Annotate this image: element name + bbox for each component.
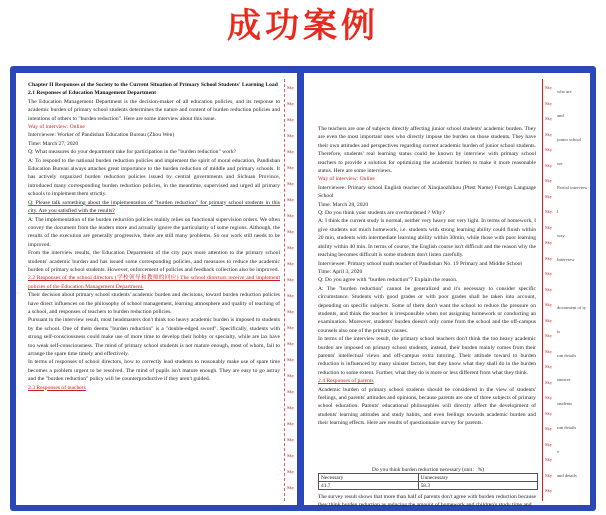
comment-note: e bbox=[557, 449, 560, 454]
paragraph: The Education Management Department is the decision-maker of all education policies, and its response to academic burden of primary school students determines the nature and content of burden reduction policies and intentions of others to "burden reduction". Here are some interview about this issue. bbox=[28, 98, 280, 122]
comment-marker[interactable]: Sky bbox=[287, 277, 295, 282]
paragraph: A: The implementation of the burden reduction policies mainly relies on functional supervision orders. We often convey the document from the leaders more and actually ignore the particularity of some regions. Although, the results of the execution are generally progressive, there are still many problems. So our work still needs to be improved. bbox=[28, 216, 280, 248]
comment-marker[interactable]: Sky bbox=[287, 261, 295, 266]
paragraph: Time: March 27, 2020 bbox=[28, 140, 79, 147]
comment-marker[interactable]: Sky bbox=[287, 373, 295, 378]
comment-marker[interactable]: Sky bbox=[545, 100, 553, 106]
paragraph: Interviewee: Worker of Pandishan Education Bureau (Zhou Wen) bbox=[28, 132, 175, 139]
right-document-page bbox=[304, 73, 590, 509]
paragraph: Way of interview: Online bbox=[28, 124, 85, 131]
comment-marker[interactable]: Sky bbox=[545, 209, 553, 214]
comment-marker[interactable]: Sky bbox=[545, 147, 553, 152]
table-cell: 58.3 bbox=[418, 482, 537, 490]
paragraph: Q: Do you agree with "burden reduction"? Explain the reason. bbox=[318, 277, 458, 284]
paragraph: Q: Do you think your students are overburdened ? Why? bbox=[318, 210, 445, 217]
comment-note: Partial interview bbox=[557, 185, 588, 190]
comment-marker[interactable]: Sky bbox=[545, 488, 553, 493]
comment-note: sinister bbox=[557, 377, 571, 382]
comment-marker[interactable]: Sky bbox=[545, 472, 553, 478]
paragraph: Way of interview: Online bbox=[318, 176, 375, 183]
comment-marker[interactable]: Sky bbox=[287, 341, 295, 346]
paragraph: A: I think the current study is normal, neither very heavy nor very light. In terms of homework, I give students not much homework, i.e. students with strong learning ability could finish within 20 min, students with intermediate learning ability within 30min, while those with poor learning ability within 40 min. In terms of course, the English course isn't difficult and the reason why the teaching becomes difficult is some students don't listen carefully. bbox=[318, 218, 536, 259]
comment-note: students bbox=[557, 401, 573, 406]
table-cell: 41.7 bbox=[319, 482, 419, 490]
comment-note: Interview bbox=[557, 257, 575, 262]
comment-marker[interactable]: Sky bbox=[287, 245, 295, 250]
paragraph: 2.4 Responses of parents bbox=[318, 378, 374, 385]
comment-marker[interactable]: Sky bbox=[545, 410, 553, 416]
comment-marker[interactable]: Sky bbox=[287, 101, 295, 106]
paragraph: Pursuant to the interview result, most headmasters don't think too heavy academic burden is imposed to students by the school. One of them deems "burden reduction" is a "double-edged sword". Specifically, students with strong self-consciousness could make use of more time to develop their hobby or specialty, while are lax have too weak self-consciousness. The mind of primary school students is not mature enough, most of whom, fail to arrange the spare time timely and effectively. bbox=[28, 317, 280, 357]
comment-marker[interactable]: Sky bbox=[545, 457, 553, 462]
page-title: 成功案例 bbox=[227, 6, 379, 46]
paragraph: 2.1 Responses of Education Management Department bbox=[28, 90, 157, 97]
comment-note: who are bbox=[557, 89, 572, 94]
comment-marker[interactable]: Sky bbox=[545, 426, 553, 431]
comment-marker[interactable]: Sky bbox=[545, 255, 553, 261]
comment-marker[interactable]: Sky bbox=[545, 302, 553, 307]
paragraph: Interviewee: Primary school math teacher of Pandishan No. 19 Primary and Middle School bbox=[318, 260, 522, 267]
comment-marker[interactable]: Sky bbox=[545, 240, 553, 245]
comment-marker[interactable]: Sky bbox=[545, 178, 553, 183]
comment-note: junior school bbox=[557, 137, 582, 142]
closing-paragraph-wrap bbox=[318, 493, 536, 510]
comment-note: and bbox=[557, 113, 564, 118]
table-header-cell: Unnecessary bbox=[418, 474, 537, 482]
paragraph: Academic burden of primary school students should be considered in the view of students' feelings, and parents' attitudes and opinions, because parents are one of three subjects of primary school education. Parents' educational philosophies will directly affect the development of students' learning attitudes and study habits, and even feelings towards academic burden and their learning effects. Here are results of questionnaire survey for parents. bbox=[318, 386, 536, 427]
right-markup-margin bbox=[542, 79, 589, 501]
comment-marker[interactable]: Sky bbox=[545, 162, 553, 168]
comment-note: run details bbox=[557, 353, 577, 358]
comment-marker[interactable]: Sky bbox=[545, 379, 553, 385]
comment-marker[interactable]: Sky bbox=[545, 364, 553, 369]
table-header-row bbox=[319, 474, 538, 482]
comment-marker[interactable]: Sky bbox=[545, 317, 553, 323]
comment-marker[interactable]: Sky bbox=[545, 271, 553, 276]
left-document-page bbox=[16, 73, 297, 505]
comment-marker[interactable]: Sky bbox=[287, 325, 295, 330]
paragraph: Interviewee: Primary school English teacher of Xinqiaozhihou (Ptest Name) Foreign Language School bbox=[318, 184, 536, 200]
paragraph: In terms of the interview result, the primary school teachers don't think the too heavy academic burden are imposed on primary school students, instead, their burden mainly comes from their parents' intellectual views and off-campus extra tutoring. Their attitude toward to burden reduction is influenced by many sinister factors, but they know what they shall do in the burden reduction to some extent. Further, what they do is more or less different from what they think. bbox=[318, 336, 536, 376]
document-frame bbox=[10, 66, 596, 511]
comment-marker[interactable]: Sky bbox=[287, 389, 295, 394]
closing-paragraph: The survey result shows that more than half of parents don't agree with burden reduction because they think burden reduction as reducing the amount of homework and children's study time and bbox=[318, 494, 536, 509]
comment-marker[interactable]: Sky bbox=[287, 197, 295, 202]
comment-note: we bbox=[557, 161, 563, 166]
comment-marker[interactable]: Sky bbox=[287, 453, 295, 458]
right-document-body bbox=[318, 125, 536, 428]
comment-note: run details bbox=[557, 425, 577, 430]
comment-note: I bbox=[557, 209, 559, 214]
comment-marker[interactable]: Sky bbox=[287, 229, 295, 234]
comment-marker[interactable]: Sky bbox=[287, 213, 295, 218]
comment-marker[interactable]: Sky bbox=[287, 133, 295, 138]
comment-marker[interactable]: Sky bbox=[545, 85, 553, 90]
comment-marker[interactable]: Sky bbox=[287, 469, 295, 474]
paragraph: In terms of responses of school directors, how to correctly lead students to reasonably make use of spare time becomes a problem urgent to be resolved. The mind of pupils isn't mature enough. They are easy to go astray and the "burden reduction" policy will be counterproductive if they aren't guided. bbox=[28, 359, 280, 383]
comment-marker[interactable]: Sky bbox=[545, 286, 553, 292]
table-header-cell: Necessary bbox=[319, 474, 419, 482]
paragraph: The teachers are one of subjects directly affecting junior school students' academic burden. They are even the most important ones who directly impose the burden on those students. They have their own attitudes and perspectives regarding current academic burden of junior school students. Therefore, students' real learning status could be known by interview with primary school teachers to provide a solution for optimizing the academic burden to make it more reasonable status. Here are some interviews. bbox=[318, 126, 536, 175]
survey-table-caption: Do you think burden reduction necessary (unit：%) bbox=[372, 467, 484, 473]
comment-marker[interactable]: Sky bbox=[287, 117, 295, 122]
comment-marker[interactable]: Sky bbox=[287, 309, 295, 314]
comment-marker[interactable]: Sky bbox=[545, 131, 553, 137]
paragraph: 2.3 Responses of teachers bbox=[28, 384, 86, 391]
comment-note: and details bbox=[557, 473, 577, 478]
paragraph: A: The "burden reduction" cannot be generalized and it's necessary to consider specific circumstance. Students with good grades or with poor grades shall be taken into account, depending on specific subjects. Some of them don't want the school to reduce the pressure on students, and think the teacher is irresponsible when not assigning homework or conducting an examination. Moreover, students' burden doesn't only come from the school and the off-campus counsels also one of the primary causes. bbox=[318, 285, 536, 334]
comment-marker[interactable]: Sky bbox=[287, 357, 295, 362]
comment-note: docarment of ty bbox=[557, 305, 587, 310]
comment-marker[interactable]: Sky bbox=[287, 181, 295, 186]
paragraph: Time: March 28, 2020 bbox=[318, 201, 369, 208]
comment-marker[interactable]: Sky bbox=[287, 405, 295, 410]
left-document-body bbox=[28, 81, 280, 392]
comment-marker[interactable]: Sky bbox=[545, 224, 553, 230]
comment-marker[interactable]: Sky bbox=[545, 116, 553, 121]
comment-marker[interactable]: Sky bbox=[545, 348, 553, 354]
paragraph: 2.2 Responses of the school directors (学校领导和教师的回应) The school directors receive and implement policies of the Education Management Department. bbox=[28, 275, 280, 290]
paragraph: Their decision about primary school students' academic burden and decisions, toward burden reduction policies have direct influences on the philosophy of school management, learning atmosphere and quality of teaching of a school, and responses of teachers to burden reduction policies. bbox=[28, 292, 280, 315]
comment-marker[interactable]: Sky bbox=[545, 333, 553, 338]
left-markup-margin bbox=[284, 79, 297, 501]
comment-marker[interactable]: Sky bbox=[287, 85, 295, 90]
comment-marker[interactable]: Sky bbox=[287, 437, 295, 442]
comment-marker[interactable]: Sky bbox=[545, 193, 553, 199]
paragraph: Time: April 3, 2020 bbox=[318, 268, 363, 275]
comment-marker[interactable]: Sky bbox=[287, 149, 295, 154]
comment-marker[interactable]: Sky bbox=[287, 293, 295, 298]
paragraph: Chapter II Responses of the Society to the Current Situation of Primary School Students' Learning Load bbox=[28, 82, 278, 88]
comment-marker[interactable]: Sky bbox=[545, 441, 553, 447]
paragraph: Q: What measures do your department take for participation in the "burden reduction" work? bbox=[28, 149, 237, 156]
comment-marker[interactable]: Sky bbox=[287, 165, 295, 170]
comment-marker[interactable]: Sky bbox=[545, 395, 553, 400]
comment-marker[interactable]: Sky bbox=[287, 421, 295, 426]
comment-note: way bbox=[557, 233, 565, 238]
paragraph: Q: Please talk something about the implementation of "burden reduction" for primary school students in this city. Are you satisfied with the results? bbox=[28, 199, 280, 215]
survey-table bbox=[318, 465, 538, 490]
comment-note: is bbox=[557, 329, 561, 334]
table-row bbox=[319, 482, 538, 490]
comment-marker[interactable]: Sky bbox=[287, 485, 295, 490]
paragraph: A: To respond to the national burden reduction policies and implement the spirit of moral education, Pandishan Education Bureau always attaches great importance to the burden reduction of middle and primary schools. It has actively organized burden reduction policies issued by central governments and Sichuan Province, introduced many corresponding burden reduction policies, in the meantime, supervised and urged all primary schools to implement them strictly. bbox=[28, 157, 280, 198]
paragraph: From the interview results, the Education Department of the city pays more attention to the primary school students' academic burden and has issued some corresponding policies, and measures to reduce the academic burden of primary school students. However, enforcement of policies and feedback collection also be improved. bbox=[28, 250, 280, 273]
